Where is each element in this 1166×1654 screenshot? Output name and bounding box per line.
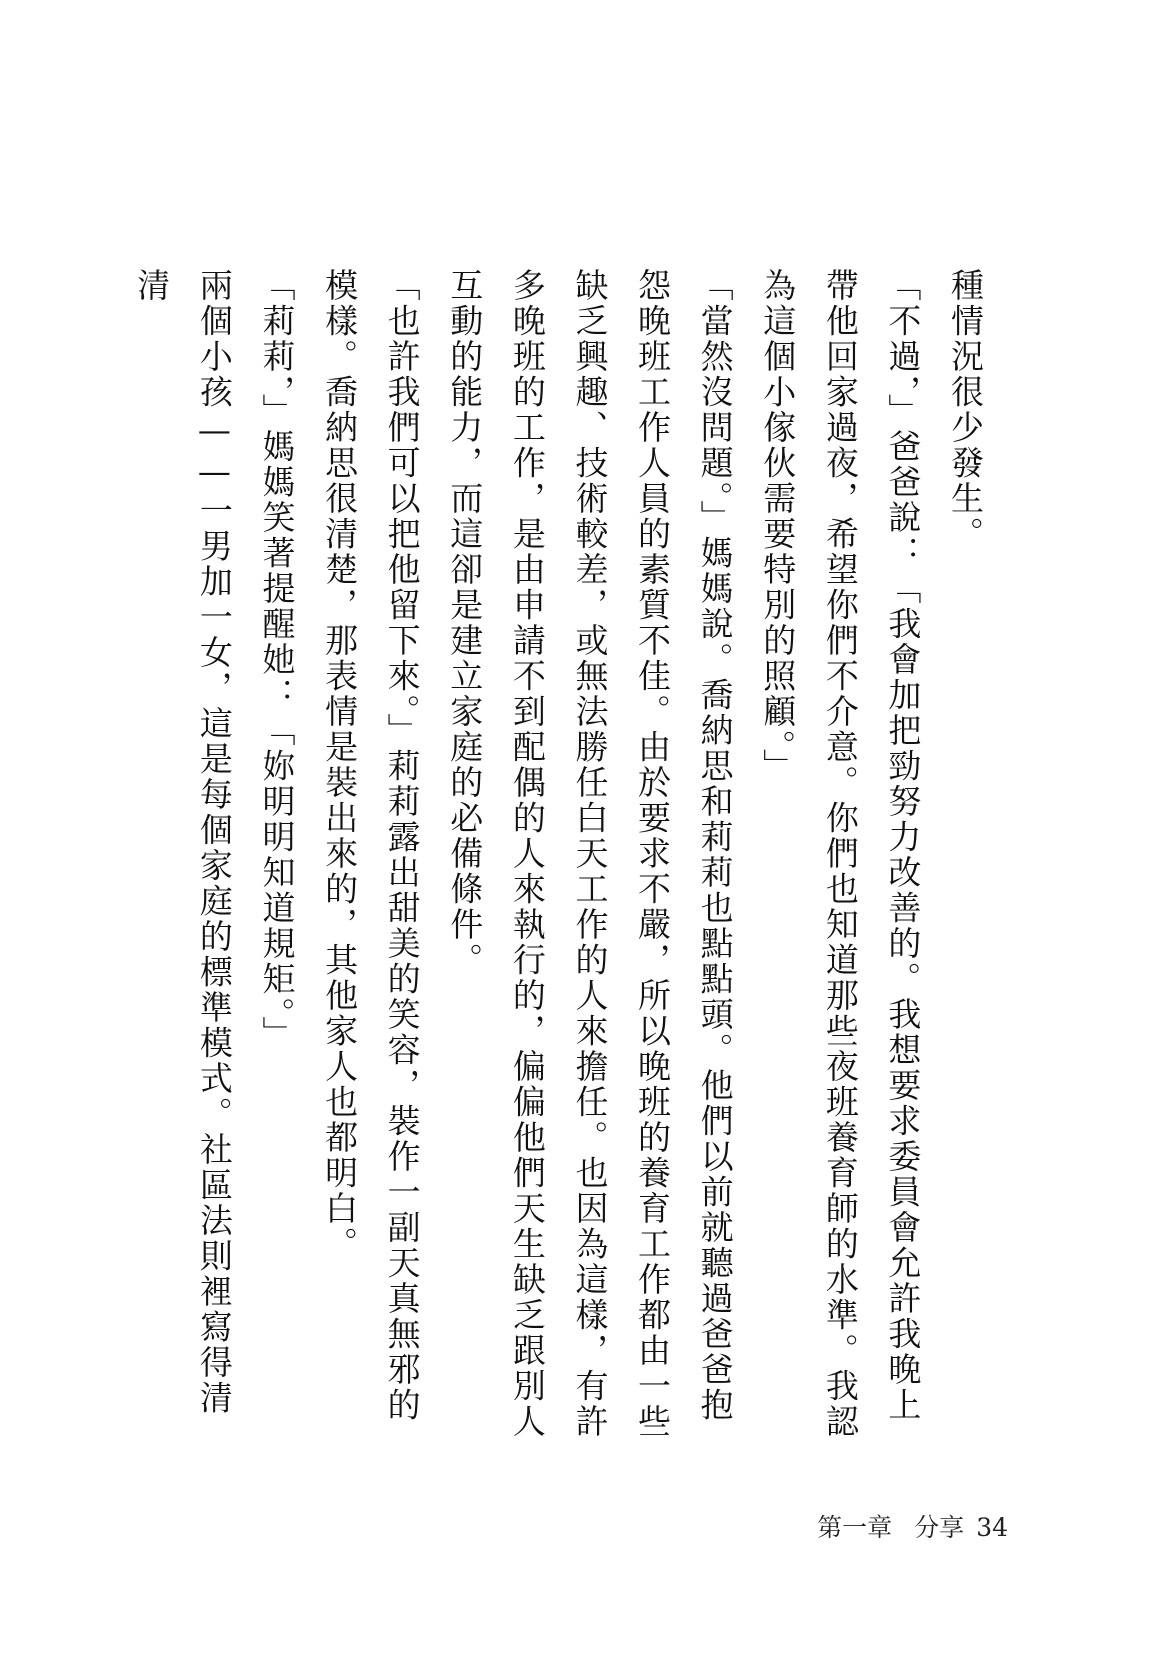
paragraph-4: 「也許我們可以把他留下來。」莉莉露出甜美的笑容，裝作一副天真無邪的模樣。喬納思很清楚，那表情是裝出來的，其他家人也都明白。 xyxy=(320,268,422,1423)
paragraph-6: 兩個小孩——一男加一女，這是每個家庭的標準模式。社區法則裡寫得清清 xyxy=(132,268,234,1416)
vertical-text-body xyxy=(120,268,996,1448)
paragraph-1: 種情況很少發生。 xyxy=(946,268,985,552)
paragraph-3: 「當然沒問題。」媽媽說。喬納思和莉莉也點點頭。他們以前就聽過爸爸抱怨晚班工作人員的素質不佳。由於要求不嚴，所以晚班的養育工作都由一些缺乏興趣、技術較差，或無法勝任白天工作的人來擔任。也因為這樣，有許多晚班的工作，是由申請不到配偶的人來執行的，偏偏他們天生缺乏跟別人互動的能力，而這卻是建立家庭的必備條件。 xyxy=(445,268,735,1440)
footer-chapter: 第一章 xyxy=(817,1513,893,1542)
footer-section: 分享 xyxy=(914,1513,965,1542)
paragraph-5: 「莉莉，」媽媽笑著提醒她：「妳明明知道規矩。」 xyxy=(257,268,297,1052)
page-number: 34 xyxy=(976,1513,1008,1542)
paragraph-2: 「不過，」爸爸說：「我會加把勁努力改善的。我想要求委員會允許我晚上帶他回家過夜，希望你們不介意。你們也知道那些夜班養育師的水準。我認為這個小傢伙需要特別的照顧。」 xyxy=(758,268,923,1440)
page-footer xyxy=(817,1508,1008,1544)
